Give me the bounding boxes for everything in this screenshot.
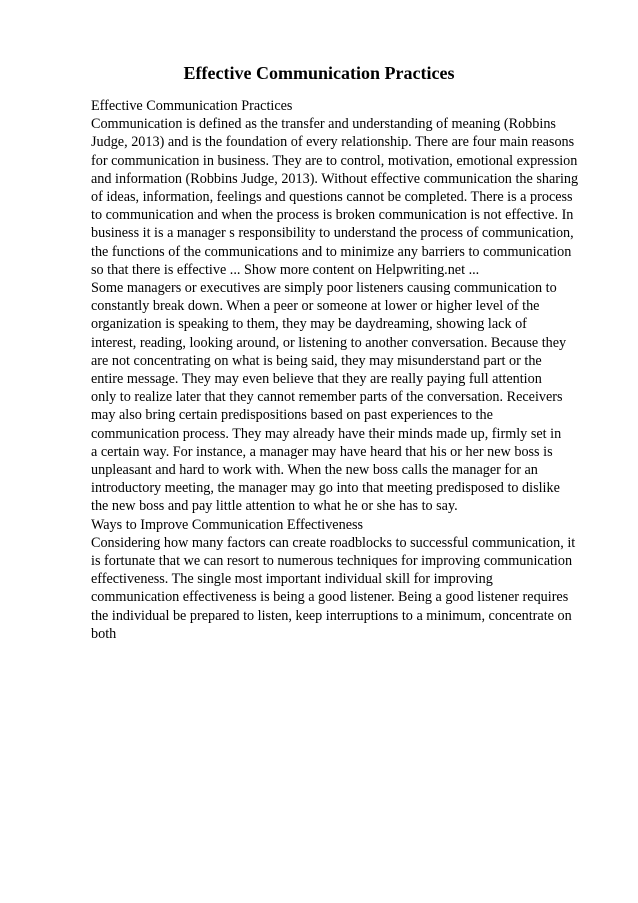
text-line: for communication in business. They are to control, motivation, emotional expression <box>91 152 578 169</box>
text-line: communication process. They may already have their minds made up, firmly set in <box>91 425 562 442</box>
text-line: organization is speaking to them, they may be daydreaming, showing lack of <box>91 316 527 333</box>
text-line: the individual be prepared to listen, keep interruptions to a minimum, concentrate on <box>91 607 572 624</box>
text-line: unpleasant and hard to work with. When the new boss calls the manager for an <box>91 462 538 479</box>
text-line: Ways to Improve Communication Effectiveness <box>91 516 364 533</box>
text-line: is fortunate that we can resort to numerous techniques for improving communication <box>91 553 573 570</box>
text-line: effectiveness. The single most important individual skill for improving <box>91 571 493 588</box>
text-line: Communication is defined as the transfer and understanding of meaning (Robbins <box>91 116 556 133</box>
text-line: introductory meeting, the manager may go into that meeting predisposed to dislike <box>91 480 560 497</box>
text-line: communication effectiveness is being a good listener. Being a good listener requires <box>91 589 569 606</box>
text-line: to communication and when the process is broken communication is not effective. In <box>91 207 574 224</box>
text-line: business it is a manager s responsibility to understand the process of communication, <box>91 225 574 242</box>
text-line: the functions of the communications and to minimize any barriers to communication <box>91 243 572 260</box>
text-line: the new boss and pay little attention to what he or she has to say. <box>91 498 458 515</box>
text-line: Some managers or executives are simply poor listeners causing communication to <box>91 280 557 297</box>
text-line: entire message. They may even believe that they are really paying full attention <box>91 371 542 388</box>
text-line: a certain way. For instance, a manager may have heard that his or her new boss is <box>91 443 553 460</box>
text-line: Effective Communication Practices <box>91 98 293 114</box>
text-line: of ideas, information, feelings and questions cannot be completed. There is a process <box>91 189 573 206</box>
text-line: Judge, 2013) and is the foundation of every relationship. There are four main reasons <box>91 134 575 151</box>
text-line: interest, reading, looking around, or listening to another conversation. Because they <box>91 334 567 351</box>
text-line: constantly break down. When a peer or someone at lower or higher level of the <box>91 298 540 315</box>
text-line: both <box>91 625 117 642</box>
text-line: so that there is effective ... Show more content on Helpwriting.net ... <box>91 261 480 278</box>
document-body <box>91 97 591 643</box>
text-line: only to realize later that they cannot remember parts of the conversation. Receivers <box>91 389 563 406</box>
text-line: and information (Robbins Judge, 2013). Without effective communication the sharing <box>91 170 579 187</box>
page-title: Effective Communication Practices <box>183 63 455 83</box>
text-line: Considering how many factors can create roadblocks to successful communication, it <box>91 534 576 551</box>
text-line: may also bring certain predispositions based on past experiences to the <box>91 407 493 424</box>
text-line: are not concentrating on what is being said, they may misunderstand part or the <box>91 352 542 369</box>
